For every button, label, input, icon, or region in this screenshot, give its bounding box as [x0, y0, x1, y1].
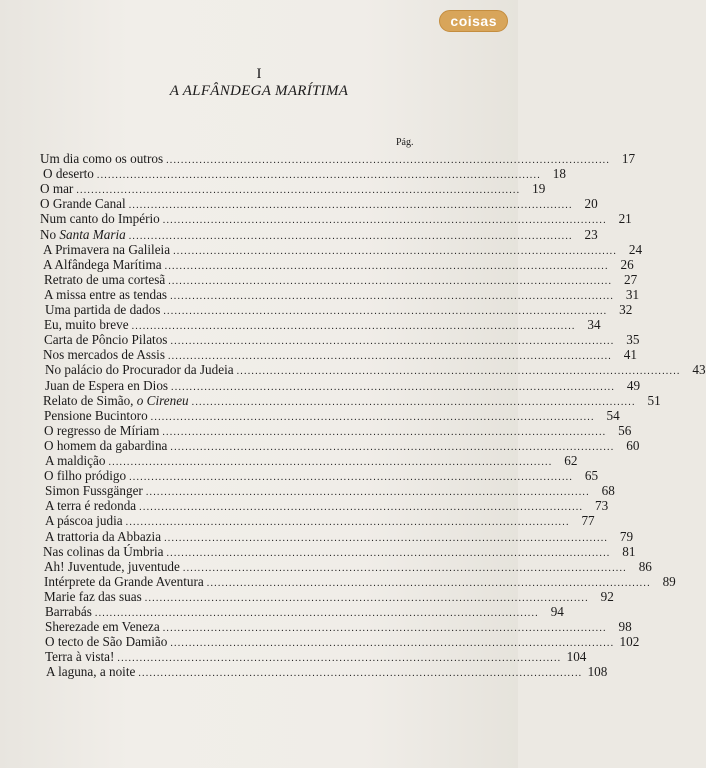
dot-leader: ........................................................................................................................: [191, 396, 636, 408]
toc-entry: [45, 634, 640, 650]
toc-entry: [44, 271, 638, 287]
toc-entry: [45, 498, 609, 514]
toc-entry: [45, 528, 634, 544]
toc-entry-page: 65: [584, 468, 599, 484]
toc-entry-title: Eu, muito breve: [44, 317, 129, 333]
dot-leader: ........................................................................................................................: [128, 200, 573, 212]
toc-entry: [45, 604, 564, 619]
toc-entry-page: 19: [532, 181, 546, 197]
dot-leader: ........................................................................................................................: [170, 336, 615, 348]
toc-entry-title: O regresso de Míriam: [44, 422, 160, 438]
toc-entry-title: A Primavera na Galileia: [43, 241, 171, 257]
dot-leader: ........................................................................................................................: [236, 366, 681, 378]
dot-leader: ........................................................................................................................: [150, 411, 595, 423]
toc-entry-page: 86: [638, 558, 652, 574]
toc-entry: [43, 256, 634, 272]
toc-entry-page: 108: [587, 664, 608, 680]
toc-entry-title: Pensione Bucintoro: [44, 407, 148, 423]
dot-leader: ........................................................................................................................: [129, 472, 574, 484]
toc-entry-page: 41: [623, 347, 637, 363]
toc-entry: [40, 196, 598, 212]
dot-leader: ........................................................................................................................: [167, 351, 612, 363]
toc-entry-page: 89: [662, 573, 676, 589]
toc-entry-page: 68: [601, 483, 615, 499]
dot-leader: ........................................................................................................................: [117, 653, 562, 665]
toc-entry: [45, 483, 615, 499]
toc-entry-page: 79: [619, 528, 634, 544]
toc-entry: [40, 226, 598, 242]
toc-entry-page: 73: [594, 498, 609, 514]
toc-entry: [45, 513, 595, 529]
toc-entry-title: O deserto: [43, 166, 94, 182]
toc-entry-title: No Santa Maria: [40, 226, 126, 242]
dot-leader: ........................................................................................................................: [164, 260, 609, 272]
toc-entry-page: 54: [606, 407, 620, 423]
dot-leader: ........................................................................................................................: [162, 426, 607, 438]
toc-entry-page: 49: [626, 377, 641, 393]
toc-entry: [43, 166, 566, 182]
toc-entry-title: O tecto de São Damião: [45, 634, 168, 650]
toc-entry-page: 51: [647, 392, 661, 408]
toc-entry-title: O Grande Canal: [40, 196, 126, 212]
toc-entry-title: Simon Fussgänger: [45, 483, 143, 499]
toc-entry-page: 102: [619, 634, 640, 650]
toc-entry-page: 43: [692, 362, 706, 378]
dot-leader: ........................................................................................................................: [139, 502, 584, 514]
dot-leader: ........................................................................................................................: [131, 321, 576, 333]
toc-entry-title: Num canto do Império: [40, 211, 160, 227]
toc-entry-page: 26: [620, 256, 634, 272]
toc-entry-title: Barrabás: [45, 604, 92, 619]
toc-entry-title: Carta de Pôncio Pilatos: [44, 332, 168, 348]
dot-leader: ........................................................................................................................: [182, 562, 627, 574]
toc-entry-page: 34: [587, 317, 601, 333]
toc-entry: [40, 211, 632, 227]
toc-entry: [44, 588, 614, 604]
toc-entry-title: A laguna, a noite: [46, 664, 136, 680]
toc-entry: [44, 558, 652, 574]
toc-entry-title: O mar: [40, 181, 74, 197]
dot-leader: ........................................................................................................................: [170, 290, 615, 302]
dot-leader: ........................................................................................................................: [128, 230, 573, 242]
toc-entry-title: Um dia como os outros: [40, 151, 164, 166]
toc-entry-page: 104: [566, 649, 587, 665]
toc-entry-title: Sherezade em Veneza: [45, 619, 160, 635]
toc-entry-title: Nas colinas da Úmbria: [43, 543, 164, 559]
toc-entry: [44, 422, 632, 438]
toc-entry: [45, 362, 706, 378]
toc-entry-page: 27: [624, 271, 638, 287]
toc-entry-title: Marie faz das suas: [44, 588, 142, 604]
toc-entry-page: 20: [584, 196, 598, 212]
toc-entry: [40, 181, 546, 197]
dot-leader: ........................................................................................................................: [138, 668, 583, 680]
toc-entry: [44, 573, 676, 589]
toc-entry-page: 32: [619, 302, 633, 317]
dot-leader: ........................................................................................................................: [125, 517, 570, 529]
toc-entry-title: Relato de Simão, o Cireneu: [43, 392, 189, 408]
toc-entry-title: Retrato de uma cortesã: [44, 271, 166, 287]
toc-entry-page: 24: [628, 241, 643, 257]
watermark-logo: coisas: [439, 10, 508, 32]
toc-entry-title: A trattoria da Abbazia: [45, 528, 162, 544]
toc-entry: [45, 377, 641, 393]
toc-entry: [43, 543, 636, 559]
dot-leader: ........................................................................................................................: [206, 577, 651, 589]
toc-entry-title: Uma partida de dados: [45, 302, 161, 317]
toc-entry-page: 81: [622, 543, 636, 559]
toc-entry: [44, 437, 640, 453]
dot-leader: ........................................................................................................................: [166, 547, 611, 559]
toc-entry-page: 92: [600, 588, 614, 604]
toc-entry-title: Nos mercados de Assis: [43, 347, 165, 363]
dot-leader: ........................................................................................................................: [168, 275, 613, 287]
dot-leader: ........................................................................................................................: [173, 245, 618, 257]
toc-entry-title: No palácio do Procurador da Judeia: [45, 362, 234, 378]
toc-entry-title: Terra à vista!: [45, 649, 115, 665]
toc-entry-title: A missa entre as tendas: [44, 286, 168, 302]
dot-leader: ........................................................................................................................: [94, 608, 539, 619]
toc-entry-title: O filho pródigo: [44, 468, 127, 484]
toc-entry-title: Juan de Espera en Dios: [45, 377, 169, 393]
toc-entry: [40, 151, 636, 166]
part-title: A ALFÂNDEGA MARÍTIMA: [169, 83, 349, 99]
dot-leader: ........................................................................................................................: [163, 306, 608, 317]
toc-entry-title: A terra é redonda: [45, 498, 137, 514]
toc-entry-page: 98: [618, 619, 632, 635]
dot-leader: ........................................................................................................................: [96, 170, 541, 182]
dot-leader: ........................................................................................................................: [108, 457, 553, 468]
toc-entry-page: 18: [552, 166, 566, 182]
toc-entry-title: A Alfândega Marítima: [43, 256, 162, 272]
dot-leader: ........................................................................................................................: [162, 623, 607, 635]
dot-leader: ........................................................................................................................: [76, 185, 521, 197]
toc-entry-title: A páscoa judia: [45, 513, 123, 529]
dot-leader: ........................................................................................................................: [144, 592, 589, 604]
toc-entry: [45, 302, 633, 317]
toc-entry-page: 60: [626, 437, 640, 453]
toc-entry-title: O homem da gabardina: [44, 437, 168, 453]
toc-entry-page: 77: [581, 513, 595, 529]
toc-entry: [46, 664, 608, 680]
toc-entry-page: 56: [618, 422, 632, 438]
toc-entry: [44, 468, 599, 484]
dot-leader: ........................................................................................................................: [164, 532, 609, 544]
toc-entry: [45, 453, 578, 468]
toc-entry-page: 21: [618, 211, 632, 227]
toc-entry: [44, 407, 620, 423]
toc-entry-page: 31: [625, 286, 640, 302]
dot-leader: ........................................................................................................................: [170, 441, 615, 453]
dot-leader: ........................................................................................................................: [166, 155, 611, 166]
toc-entry: [45, 619, 632, 635]
toc-entry-page: 17: [621, 151, 636, 166]
toc-entry: [43, 392, 661, 408]
toc-entry: [44, 317, 601, 333]
dot-leader: ........................................................................................................................: [145, 487, 590, 499]
toc-entry: [44, 286, 640, 302]
toc-entry: [44, 332, 640, 348]
dot-leader: ........................................................................................................................: [162, 215, 607, 227]
dot-leader: ........................................................................................................................: [170, 638, 615, 650]
toc-entry-page: 23: [584, 226, 598, 242]
page-column-header: Pág.: [396, 137, 414, 148]
toc-entry: [43, 347, 637, 363]
part-number: I: [256, 66, 262, 82]
toc-entry-title: A maldição: [45, 453, 106, 468]
toc-entry: [45, 649, 587, 665]
toc-entry-page: 62: [564, 453, 578, 468]
toc-entry-title: Ah! Juventude, juventude: [44, 558, 180, 574]
dot-leader: ........................................................................................................................: [171, 381, 616, 393]
toc-entry-title: Intérprete da Grande Aventura: [44, 573, 204, 589]
toc-entry: [43, 241, 643, 257]
toc-entry-page: 94: [550, 604, 564, 619]
toc-entry-page: 35: [626, 332, 640, 348]
